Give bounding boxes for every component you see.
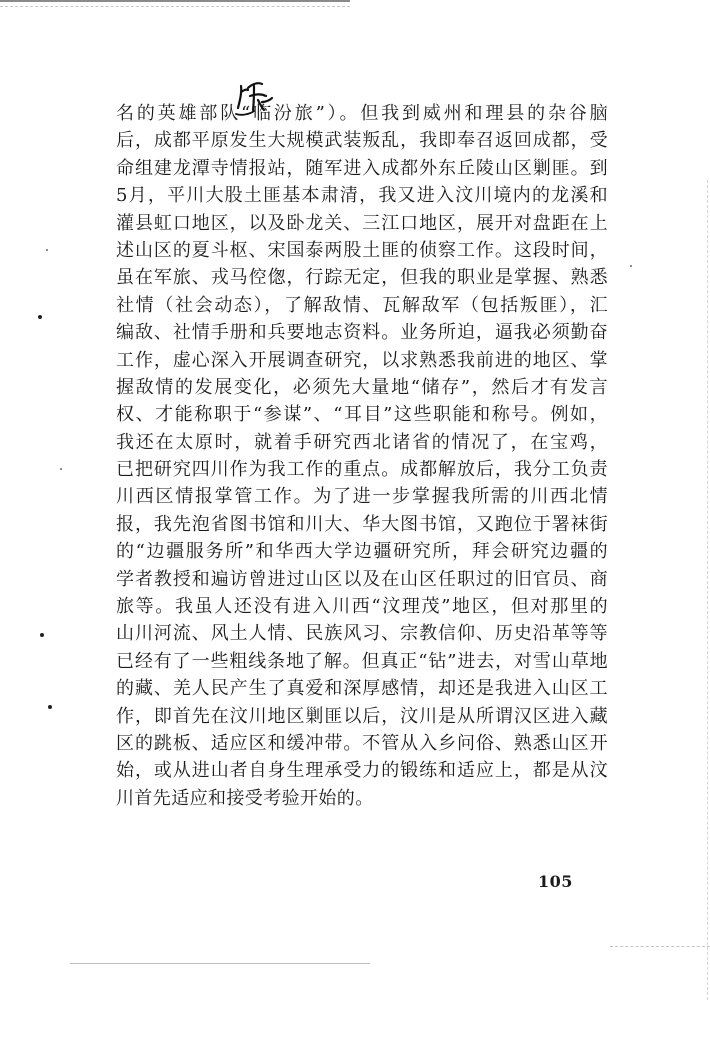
top-edge-dash xyxy=(0,6,350,7)
text-line-10: 工作，虚心深入开展调查研究，以求熟悉我前进的地区、掌 xyxy=(116,349,608,371)
text-line-17: 的“边疆服务所”和华西大学边疆研究所，拜会研究边疆的 xyxy=(116,541,608,563)
bottom-edge-dash xyxy=(610,946,710,947)
margin-speck xyxy=(630,265,632,267)
text-line-25: 始，或从进山者自身生理承受力的锻练和适应上，都是从汶 xyxy=(116,760,608,782)
text-line-2: 后，成都平原发生大规模武装叛乱，我即奉召返回成都，受 xyxy=(116,130,608,152)
text-line-26: 川首先适应和接受考验开始的。 xyxy=(116,787,374,809)
text-line-18: 学者教授和遍访曾进过山区以及在山区任职过的旧官员、商 xyxy=(116,568,608,590)
text-line-6: 述山区的夏斗枢、宋国泰两股土匪的侦察工作。这段时间， xyxy=(116,239,608,261)
text-line-20: 山川河流、风土人情、民族风习、宗教信仰、历史沿革等等 xyxy=(116,623,608,645)
text-line-13: 我还在太原时，就着手研究西北诸省的情况了，在宝鸡， xyxy=(116,431,608,453)
margin-speck xyxy=(48,705,52,709)
text-line-12: 权、才能称职于“参谋”、“耳目”这些职能和称号。例如， xyxy=(116,404,608,426)
top-edge-rule xyxy=(0,0,350,2)
text-line-8: 社情（社会动态），了解敌情、瓦解敌军（包括叛匪），汇 xyxy=(116,294,608,316)
page-number: 105 xyxy=(538,872,573,891)
text-line-19: 旅等。我虽人还没有进入川西“汶理茂”地区，但对那里的 xyxy=(116,596,608,618)
text-line-22: 的藏、羌人民产生了真爱和深厚感情，却还是我进入山区工 xyxy=(116,678,608,700)
bottom-edge-rule xyxy=(70,963,370,964)
text-line-9: 编敌、社情手册和兵要地志资料。业务所迫，逼我必须勤奋 xyxy=(116,322,608,344)
margin-speck xyxy=(40,633,44,637)
text-line-21: 已经有了一些粗线条地了解。但真正“钻”进去，对雪山草地 xyxy=(116,650,608,672)
text-line-14: 已把研究四川作为我工作的重点。成都解放后，我分工负责 xyxy=(116,459,608,481)
text-line-5: 灌县虹口地区，以及卧龙关、三江口地区，展开对盘距在上 xyxy=(116,212,608,234)
text-line-4: 5月，平川大股土匪基本肃清，我又进入汶川境内的龙溪和 xyxy=(116,185,608,207)
text-line-16: 报，我先泡省图书馆和川大、华大图书馆，又跑位于署袜街 xyxy=(116,513,608,535)
text-line-23: 作，即首先在汶川地区剿匪以后，汶川是从所谓汉区进入藏 xyxy=(116,705,608,727)
text-line-24: 区的跳板、适应区和缓冲带。不管从入乡问俗、熟悉山区开 xyxy=(116,732,608,754)
text-line-1: 名的英雄部队“临汾旅”）。但我到威州和理县的杂谷脑 xyxy=(116,103,608,124)
text-line-15: 川西区情报掌管工作。为了进一步掌握我所需的川西北情 xyxy=(116,486,608,508)
right-page-edge xyxy=(707,180,708,1000)
text-line-3: 命组建龙潭寺情报站，随军进入成都外东丘陵山区剿匪。到 xyxy=(116,157,608,179)
body-text xyxy=(116,100,608,812)
text-line-7: 虽在军旅、戎马倥偬，行踪无定，但我的职业是掌握、熟悉 xyxy=(116,267,608,289)
handwritten-annotation-mark xyxy=(232,78,276,118)
margin-speck xyxy=(46,249,48,251)
margin-speck xyxy=(38,315,42,319)
margin-speck xyxy=(60,468,62,470)
text-line-11: 握敌情的发展变化，必须先大量地“储存”，然后才有发言 xyxy=(116,376,608,398)
